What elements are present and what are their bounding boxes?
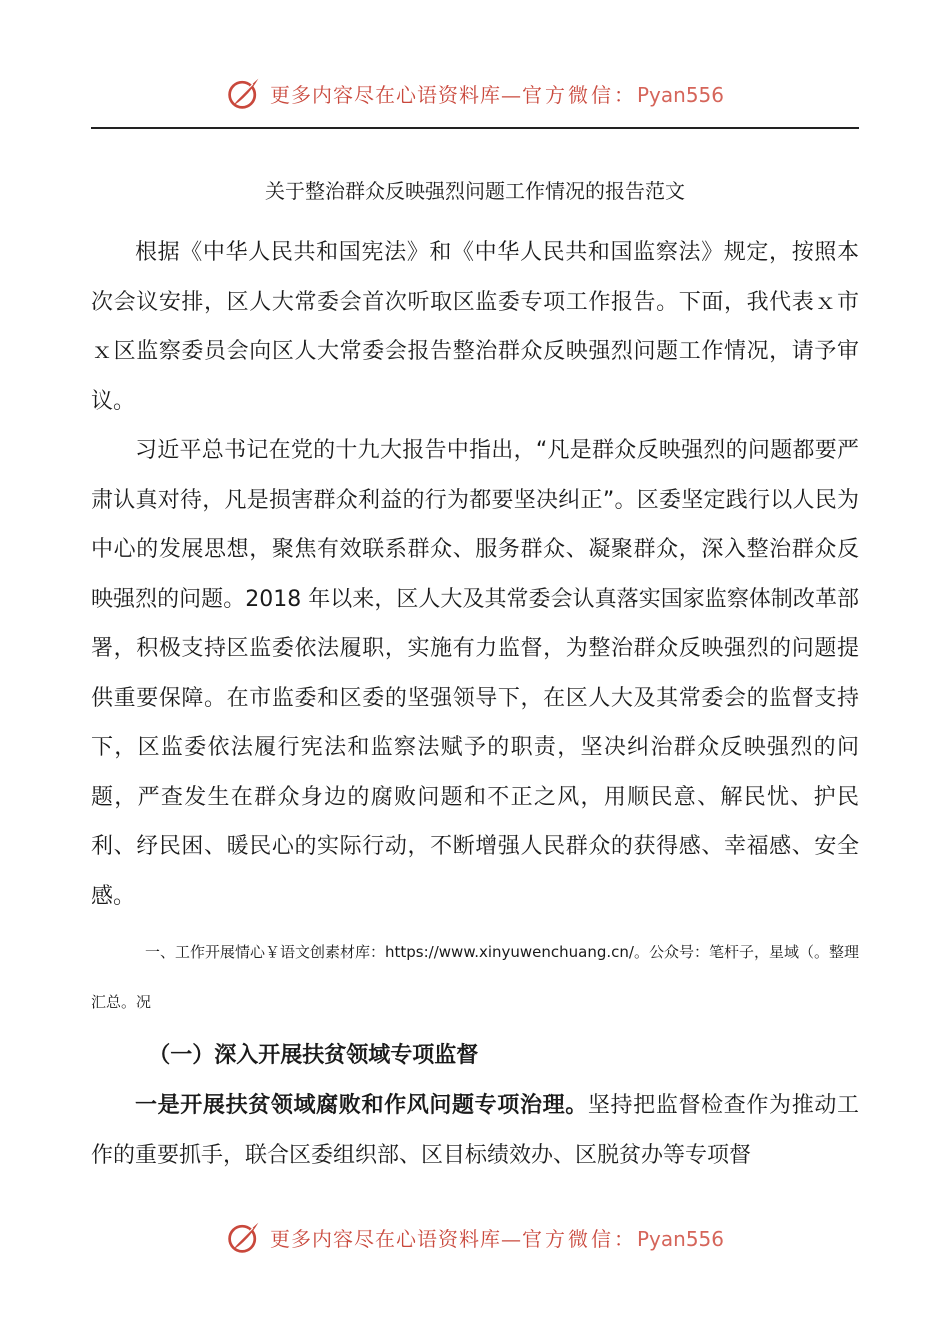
quill-pen-logo-icon — [226, 75, 262, 111]
paragraph-intro: 根据《中华人民共和国宪法》和《中华人民共和国监察法》规定，按照本次会议安排，区人大常委会首次听取区监委专项工作报告。下面，我代表ｘ市ｘ区监察委员会向区人大常委会报告整治群众反映强烈问题工作情况，请予审议。 — [91, 240, 859, 414]
banner-wechat-id: Pyan556 — [636, 82, 724, 107]
header-banner — [0, 68, 950, 118]
banner-main-text: 更多内容尽在心语资料库 — [269, 1226, 501, 1251]
banner-text — [270, 79, 724, 108]
paragraph-background: 习近平总书记在党的十九大报告中指出，“凡是群众反映强烈的问题都要严肃认真对待，凡是损害群众利益的行为都要坚决纠正”。区委坚定践行以人民为中心的发展思想，聚焦有效联系群众、服务群众、凝聚群众，深入整治群众反映强烈的问题。2018 年以来，区人大及其常委会认真落实国家监察体制改革部署，积极支持区监委依法履职，实施有力监督，为整治群众反映强烈的问题提供重要保障。在市监委和区委的坚强领导下，在区人大及其常委会的监督支持下，区监委依法履行宪法和监察法赋予的职责，坚决纠治群众反映强烈的问题，严查发生在群众身边的腐败问题和不正之风，用顺民意、解民忧、护民利、纾民困、暖民心的实际行动，不断增强人民群众的获得感、幸福感、安全感。 — [91, 438, 859, 909]
banner-dash: — — [500, 1226, 522, 1251]
banner-label: 官方微信： — [521, 82, 637, 107]
banner-wechat-id: Pyan556 — [636, 1226, 724, 1251]
banner-dash: — — [500, 82, 522, 107]
header-divider — [91, 127, 859, 129]
paragraph-rest: 坚持把监督检查作为推动工作的重要抓手，联合区委组织部、区目标绩效办、区脱贫办等专项督 — [91, 1093, 859, 1168]
quill-pen-logo-icon — [226, 1219, 262, 1255]
paragraph-lead-bold: 一是开展扶贫领域腐败和作风问题专项治理。 — [135, 1093, 588, 1118]
document-body — [91, 228, 859, 1180]
section-note: 一、工作开展情心￥语文创素材库：https://www.xinyuwenchuang.cn/。公众号：笔杆子，星域（。整理汇总。况 — [91, 943, 859, 1011]
banner-label: 官方微信： — [521, 1226, 637, 1251]
document-title: 关于整治群众反映强烈问题工作情况的报告范文 — [265, 179, 685, 203]
paragraph-section-one — [91, 1081, 859, 1180]
section-heading: （一）深入开展扶贫领域专项监督 — [148, 1043, 479, 1068]
footer-banner — [0, 1212, 950, 1262]
banner-text — [270, 1223, 724, 1252]
banner-main-text: 更多内容尽在心语资料库 — [269, 82, 501, 107]
